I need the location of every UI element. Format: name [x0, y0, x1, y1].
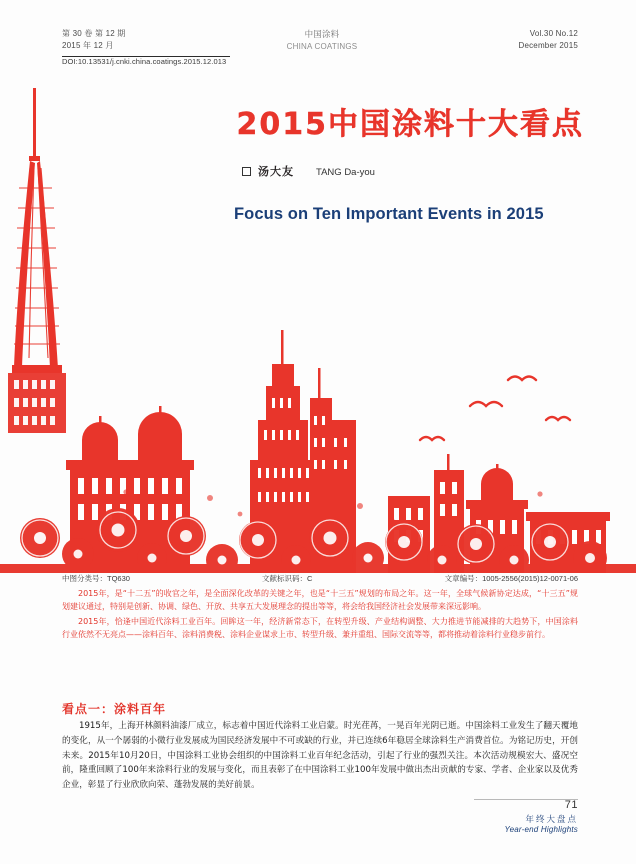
- footer-section-en: Year-end Highlights: [504, 825, 578, 834]
- page-number: 71: [564, 799, 578, 811]
- article-id: 文章编号：1005-2556(2015)12-0071-06: [444, 574, 578, 583]
- journal-name-en: CHINA COATINGS: [286, 42, 358, 52]
- issue-date-en: December 2015: [518, 41, 578, 51]
- section-title: 涂料百年: [114, 702, 167, 716]
- abstract-paragraph: 2015年，是“十二五”的收官之年，是全面深化改革的关键之年，也是“十三五”规划的布局之年。这一年，全球气候新协定达成，“十三五”规划建议通过，特别是创新、协调、绿色、开放、共享五大发展理念的提出等等，将会给我国经济社会发展带来深远影响。: [62, 589, 578, 611]
- author-marker-icon: [242, 167, 251, 176]
- title-block: [228, 108, 584, 224]
- issue-date-cn: 2015 年 12 月: [62, 41, 114, 51]
- article-title-en: Focus on Ten Important Events in 2015: [234, 205, 544, 223]
- byline: [228, 163, 584, 179]
- body-text: [62, 719, 578, 793]
- author-name-cn: 汤大友: [258, 166, 294, 178]
- section-heading: [62, 700, 166, 717]
- article-title-cn: 2015中国涂料十大看点: [236, 107, 584, 142]
- volume-issue-en: Vol.30 No.12: [529, 29, 578, 38]
- abstract-block: [62, 588, 578, 644]
- section-label: 看点一：: [62, 702, 115, 716]
- author-name-en: TANG Da-you: [316, 167, 375, 178]
- volume-issue: 第 30 卷 第 12 期: [62, 29, 126, 38]
- document-code: 文献标识码：C: [262, 574, 313, 583]
- page-footer: [505, 799, 578, 834]
- abstract-paragraph: 2015年，恰逢中国近代涂料工业百年。回眸这一年，经济新常态下，在转型升级、产业结构调整、大力推进节能减排的大趋势下，中国涂料行业依然不无亮点——涂料百年、涂料消费税、涂料企业谋求上市、转型升级、兼并重组、国际交流等等，都将推动着涂料行业稳步前行。: [62, 616, 578, 639]
- footer-section-cn: 年终大盘点: [525, 814, 578, 824]
- classification-line: [62, 573, 578, 587]
- body-paragraph: 1915年，上海开林颜料油漆厂成立，标志着中国近代涂料工业启蒙。时光荏苒，一晃百年光阴已逝。中国涂料工业发生了翻天覆地的变化，从一个孱弱的小微行业发展成为国民经济发展中不可或缺的行业，并已连续6年稳居全球涂料生产消费首位。为铭记历史，开创未来。2015年10月20日，中国涂料工业协会组织的中国涂料工业百年纪念活动，引起了行业的强烈关注。本次活动规模宏大、盛况空前，隆重回顾了100年来涂料行业的发展与变化，而且表彰了在中国涂料工业100年发展中做出杰出贡献的专家、学者、企业家以及优秀企业，彰显了行业欣欣向荣、蓬勃发展的美好前景。: [62, 721, 578, 791]
- running-head-center: [287, 28, 358, 54]
- running-head-left: [62, 28, 126, 53]
- cn-classification-code: 中图分类号：TQ630: [62, 574, 130, 583]
- doi-line: DOI:10.13531/j.cnki.china.coatings.2015.12.013: [62, 57, 227, 66]
- journal-name-cn: 中国涂料: [304, 29, 340, 39]
- running-head-right: [518, 28, 578, 53]
- running-head: [62, 28, 578, 54]
